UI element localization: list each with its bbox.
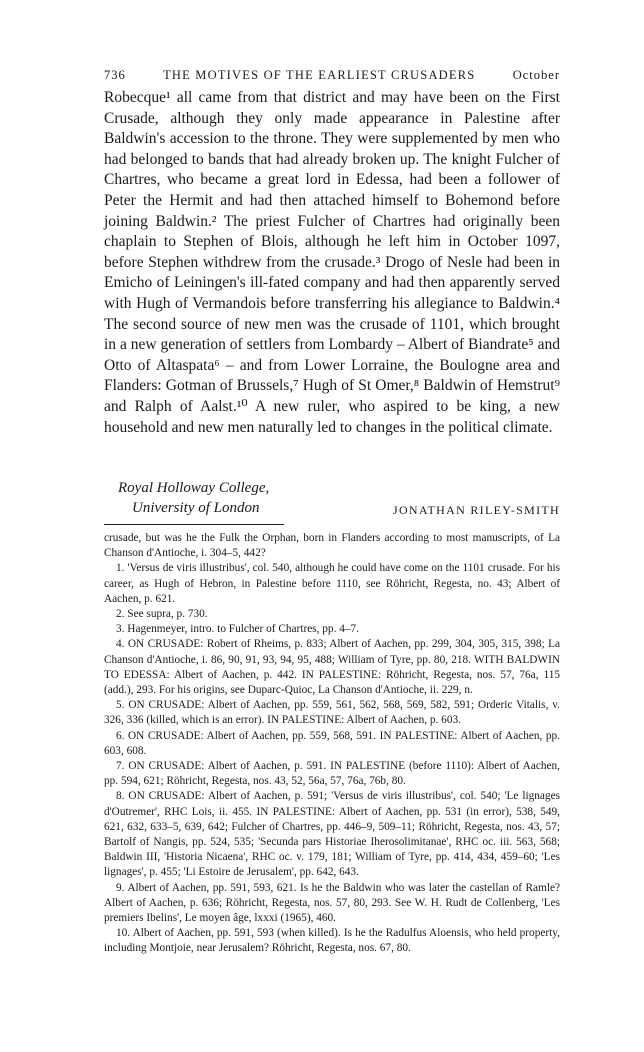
affiliation-line-1: Royal Holloway College, (118, 480, 270, 496)
running-head (104, 68, 560, 83)
footnote-10: 10. Albert of Aachen, pp. 591, 593 (when killed). Is he the Radulfus Aloensis, who held property, including Montjoie, near Jerusalem? Röhricht, Regesta, nos. 67, 80. (104, 927, 560, 955)
footnote-continuation: crusade, but was he the Fulk the Orphan, born in Flanders according to most manuscripts, of La Chanson d'Antioche, i. 304–5, 442? (104, 532, 560, 560)
footnotes (104, 531, 560, 957)
body-paragraph: Robecque¹ all came from that district and may have been on the First Crusade, although they only made appearance in Palestine after Baldwin's accession to the throne. They were supplemented by men who had belonged to bands that had already broken up. The knight Fulcher of Chartres, who became a great lord in Edessa, had been a follower of Peter the Hermit and had then attached himself to Bohemond before joining Baldwin.² The priest Fulcher of Chartres had originally been chaplain to Stephen of Blois, although he left him in October 1097, before Stephen withdrew from the crusade.³ Drogo of Nesle had been in Emicho of Leiningen's ill-fated company and had then apparently served with Hugh of Vermandois before transferring his allegiance to Baldwin.⁴ The second source of new men was the crusade of 1101, which brought in a new generation of settlers from Lombardy – Albert of Biandrate⁵ and Otto of Altaspata⁶ – and from Lower Lorraine, the Boulogne area and Flanders: Gotman of Brussels,⁷ Hugh of St Omer,⁸ Baldwin of Hemstrut⁹ and Ralph of Aalst.¹⁰ A new ruler, who aspired to be king, a new household and new men naturally led to changes in the political climate. (104, 89, 560, 436)
footnote-7: 7. ON CRUSADE: Albert of Aachen, p. 591. IN PALESTINE (before 1110): Albert of Aachen, pp. 594, 621; Röhricht, Regesta, nos. 43, 52, 56a, 57, 76a, 76b, 80. (104, 760, 560, 788)
footnote-9: 9. Albert of Aachen, pp. 591, 593, 621. Is he the Baldwin who was later the castellan of Ramle? Albert of Aachen, p. 636; Röhricht, Regesta, nos. 57, 80, 293. See W. H. Rudt de Collenberg, 'Les premiers Ibelins', Le moyen âge, lxxxi (1965), 460. (104, 881, 560, 925)
affiliation-line-2: University of London (132, 500, 260, 516)
footnote-1: 1. 'Versus de viris illustribus', col. 540, although he could have come on the 1101 crusade. For his career, as Hugh of Hebron, in Palestine before 1110, see Röhricht, Regesta, no. 43; Albert of Aachen, p. 621. (104, 562, 560, 605)
footnote-8: 8. ON CRUSADE: Albert of Aachen, p. 591; 'Versus de viris illustribus', col. 540; 'Le lignages d'Outremer', RHC Lois, ii. 455. IN PALESTINE: Albert of Aachen, pp. 531 (in error), 538, 549, 621, 632, 633–5, 639, 642; Fulcher of Chartres, pp. 446–9, 509–11; Röhricht, Regesta, nos. 43, 57; Bartolf of Nangis, pp. 524, 535; 'Secunda pars Historiae Iherosolimitanae', RHC oc. iii. 563, 568; Baldwin III, 'Historia Nicaena', RHC oc. v. 179, 181; William of Tyre, pp. 414, 434, 459–60; 'Les lignages', p. 455; 'Li Estoire de Jerusalem', pp. 642, 643. (104, 790, 560, 879)
footnote-6: 6. ON CRUSADE: Albert of Aachen, pp. 559, 568, 591. IN PALESTINE: Albert of Aachen, pp. 603, 608. (104, 729, 560, 757)
footnote-2: 2. See supra, p. 730. (116, 608, 208, 621)
footnote-5: 5. ON CRUSADE: Albert of Aachen, pp. 559, 561, 562, 568, 569, 582, 591; Orderic Vitalis, v. 326, 336 (killed, which is an error). IN PALESTINE: Albert of Aachen, p. 603. (104, 699, 560, 727)
author-signature (118, 478, 560, 518)
author-name: JONATHAN RILEY-SMITH (393, 503, 560, 517)
running-title: THE MOTIVES OF THE EARLIEST CRUSADERS (163, 68, 476, 82)
footnote-3: 3. Hagenmeyer, intro. to Fulcher of Chartres, pp. 4–7. (116, 623, 359, 636)
body-text (104, 88, 560, 438)
footnote-rule (104, 524, 284, 525)
footnote-4: 4. ON CRUSADE: Robert of Rheims, p. 833; Albert of Aachen, pp. 299, 304, 305, 315, 398; La Chanson d'Antioche, i. 86, 90, 91, 93, 94, 95, 488; William of Tyre, pp. 80, 218. WITH BALDWIN TO EDESSA: Albert of Aachen, p. 442. IN PALESTINE: Röhricht, Regesta, nos. 57, 76a, 115 (add.), 293. For his origins, see Duparc-Quioc, La Chanson d'Antioche, ii. 229, n. (104, 638, 560, 697)
issue-month: October (512, 68, 560, 82)
page-number: 736 (104, 68, 126, 82)
